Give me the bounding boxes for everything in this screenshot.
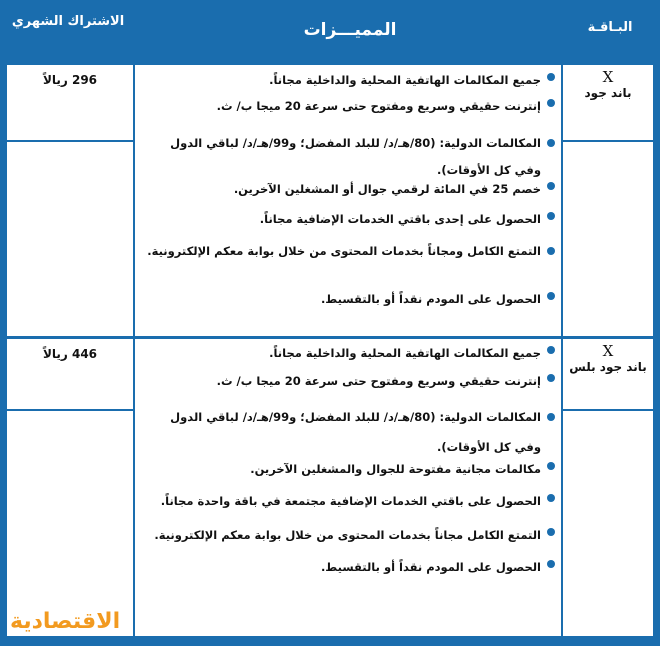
bullet-icon [547, 182, 555, 190]
feature-item: مكالمات مجانية مفتوحة للجوال والمشغلين الآخرين. [143, 462, 555, 494]
bullet-icon [547, 528, 555, 536]
bullet-icon [547, 462, 555, 470]
bullet-icon [547, 374, 555, 382]
bullet-icon [547, 212, 555, 220]
bullet-icon [547, 346, 555, 354]
features-cell [135, 65, 561, 336]
bullet-icon [547, 494, 555, 502]
feature-item: إنترنت حقيقي وسريع ومفتوح حتى سرعة 20 ميجا ب/ ث. [143, 95, 555, 130]
bullet-icon [547, 139, 555, 147]
package-mark: X [602, 68, 614, 86]
package-cell [563, 339, 653, 409]
bullet-icon [547, 247, 555, 255]
empty-package-cell [563, 142, 653, 336]
price-cell [7, 339, 133, 409]
empty-price-cell [7, 142, 133, 336]
feature-item: الحصول على المودم نقداً أو بالتقسيط. [143, 560, 555, 582]
feature-item: الحصول على إحدى باقتي الخدمات الإضافية مجاناً. [143, 212, 555, 242]
package-name: باند جود [584, 86, 632, 100]
empty-price-cell [7, 411, 133, 636]
bullet-icon [547, 560, 555, 568]
feature-list [135, 73, 561, 314]
feature-item: خصم 25 في المائة لرقمي جوال أو المشغلين الآخرين. [143, 182, 555, 212]
empty-package-cell [563, 411, 653, 636]
feature-item: التمتع الكامل ومجاناً بخدمات المحتوى من خلال بوابة معكم الإلكترونية. [143, 236, 555, 292]
feature-item: الحصول على المودم نقداً أو بالتقسيط. [143, 292, 555, 314]
feature-item: جميع المكالمات الهاتفية المحلية والداخلية مجاناً. [143, 346, 555, 374]
bullet-icon [547, 99, 555, 107]
feature-list [135, 346, 561, 582]
price-value: 446 ريالاً [42, 347, 98, 361]
bullet-icon [547, 73, 555, 81]
price-value: 296 ريالاً [42, 73, 98, 87]
feature-item: الحصول على باقتي الخدمات الإضافية مجتمعة في باقة واحدة مجاناً. [143, 494, 555, 528]
feature-item: التمتع الكامل مجاناً بخدمات المحتوى من خلال بوابة معكم الإلكترونية. [143, 528, 555, 560]
feature-item: جميع المكالمات الهاتفية المحلية والداخلية مجاناً. [143, 73, 555, 95]
features-cell [135, 339, 561, 636]
feature-item: المكالمات الدولية: (80/هـ/د/ للبلد المفضل؛ و99/هـ/د/ لباقي الدول وفي كل الأوقات). [143, 130, 555, 182]
feature-item: إنترنت حقيقي وسريع ومفتوح حتى سرعة 20 ميجا ب/ ث. [143, 374, 555, 408]
header-features: المميـــزات [303, 20, 397, 40]
package-mark: X [602, 342, 614, 360]
header-subscription: الاشتراك الشهري [11, 14, 125, 29]
package-cell [563, 65, 653, 140]
price-cell [7, 65, 133, 140]
package-name: باند جود بلس [569, 360, 647, 374]
bullet-icon [547, 413, 555, 421]
feature-item: المكالمات الدولية: (80/هـ/د/ للبلد المفضل؛ و99/هـ/د/ لباقي الدول وفي كل الأوقات). [143, 402, 555, 462]
newspaper-logo: الاقتصادية [10, 609, 121, 634]
bullet-icon [547, 292, 555, 300]
header-package: البـاقـة [587, 20, 633, 35]
